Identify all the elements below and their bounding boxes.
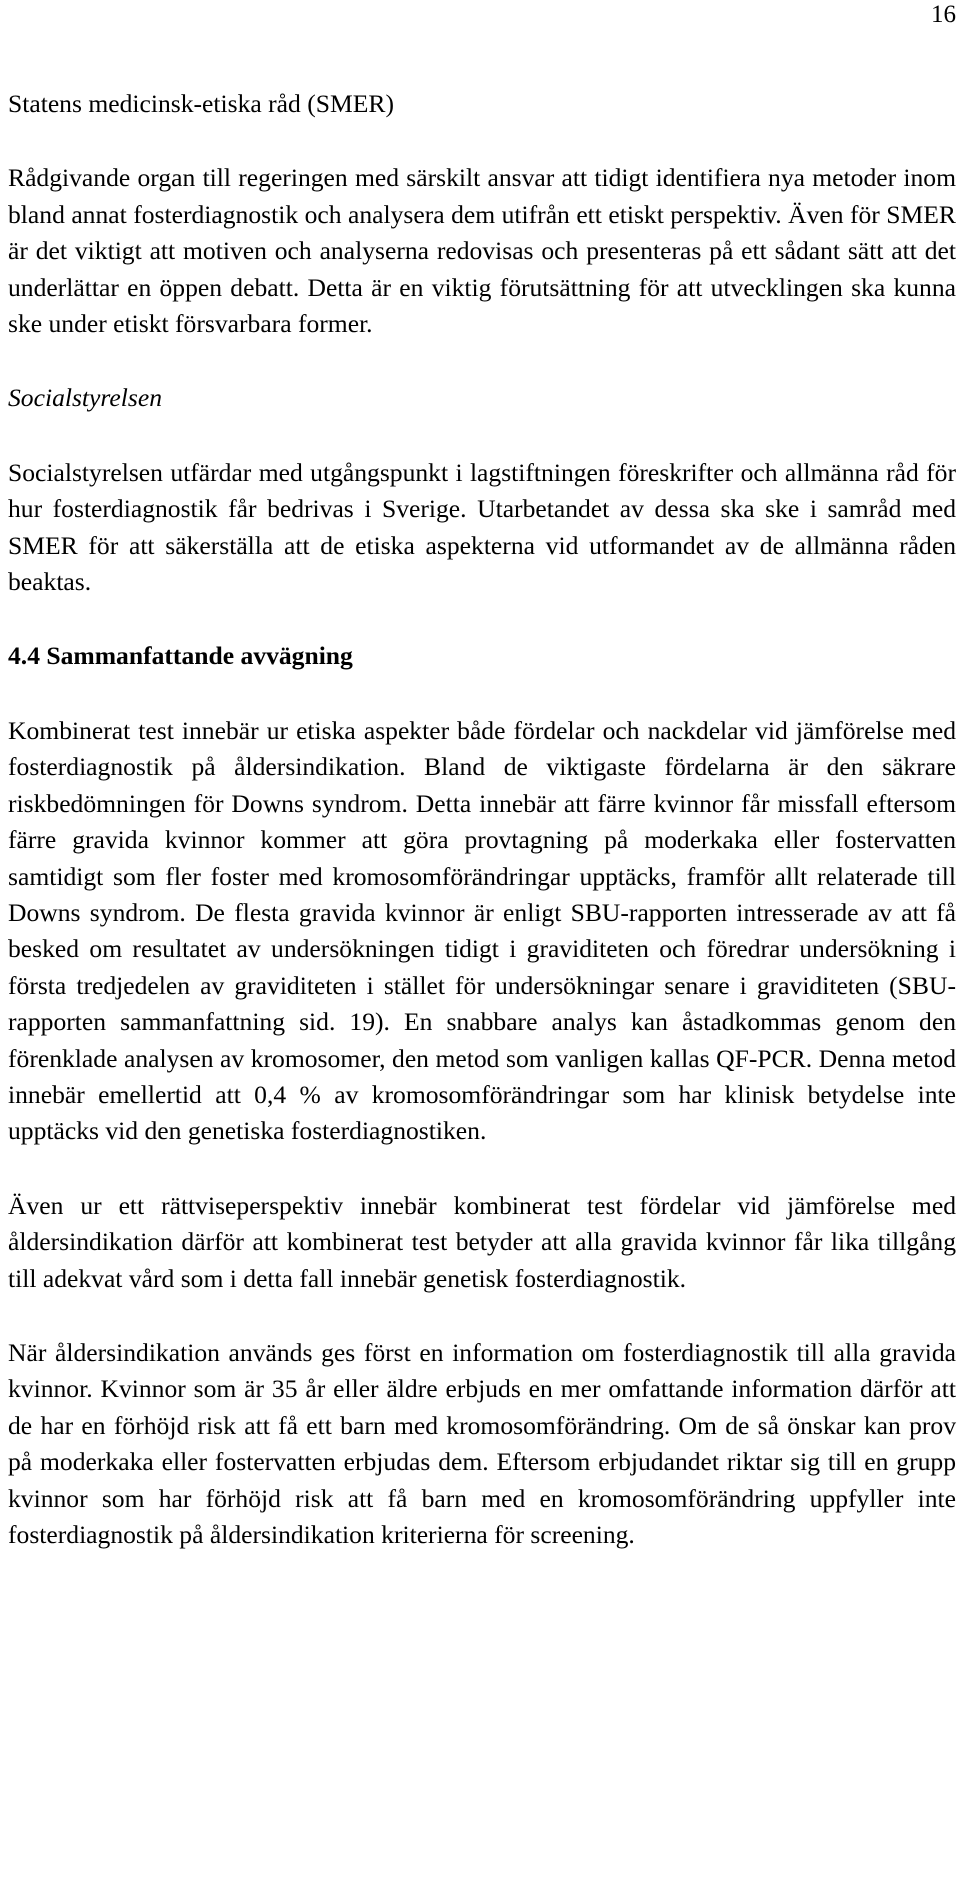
smer-paragraph: Rådgivande organ till regeringen med särskilt ansvar att tidigt identifiera nya metoder inom bland annat fosterdiagnostik och analysera dem utifrån ett etiskt perspektiv. Även för SMER är det viktigt att motiven och analyserna redovisas och presenteras på ett sådant sätt att det underlättar en öppen debatt. Detta är en viktig förutsättning för att utvecklingen ska kunna ske under etiskt försvarbara former. <box>8 163 956 339</box>
document-page <box>8 0 960 1878</box>
section-heading-4-4: 4.4 Sammanfattande avvägning <box>8 641 353 671</box>
page-number: 16 <box>931 1 956 28</box>
summary-paragraph-1: Kombinerat test innebär ur etiska aspekter både fördelar och nackdelar vid jämförelse med fosterdiagnostik på åldersindikation. Bland de viktigaste fördelarna är den säkrare riskbedömningen för Downs syndrom. Detta innebär att färre kvinnor får missfall eftersom färre gravida kvinnor kommer att göra provtagning på moderkaka eller fostervatten samtidigt som fler foster med kromosomförändringar upptäcks, framför allt relaterade till Downs syndrom. De flesta gravida kvinnor är enligt SBU-rapporten intresserade av att få besked om resultatet av undersökningen tidigt i graviditeten och föredrar undersökning i första tredjedelen av graviditeten i stället för undersökningar senare i graviditeten (SBU-rapporten sammanfattning sid. 19). En snabbare analys kan åstadkommas genom den förenklade analysen av kromosomer, den metod som vanligen kallas QF-PCR. Denna metod innebär emellertid att 0,4 % av kromosomförändringar som har klinisk betydelse inte upptäcks vid den genetiska fosterdiagnostiken. <box>8 715 956 1146</box>
smer-heading: Statens medicinsk-etiska råd (SMER) <box>8 89 394 118</box>
summary-paragraph-2: Även ur ett rättviseperspektiv innebär kombinerat test fördelar vid jämförelse med åldersindikation därför att kombinerat test betyder att alla gravida kvinnor får lika tillgång till adekvat vård som i detta fall innebär genetisk fosterdiagnostik. <box>8 1190 956 1293</box>
page-content <box>8 86 956 1553</box>
socialstyrelsen-heading: Socialstyrelsen <box>8 383 162 413</box>
socialstyrelsen-paragraph: Socialstyrelsen utfärdar med utgångspunkt i lagstiftningen föreskrifter och allmänna råd för hur fosterdiagnostik får bedrivas i Sverige. Utarbetandet av dessa ska ske i samråd med SMER för att säkerställa att de etiska aspekterna vid utformandet av de allmänna råden beaktas. <box>8 457 956 597</box>
summary-paragraph-3: När åldersindikation används ges först en information om fosterdiagnostik till alla gravida kvinnor. Kvinnor som är 35 år eller äldre erbjuds en mer omfattande information därför att de har en förhöjd risk att få ett barn med kromosomförändring. Om de så önskar kan prov på moderkaka eller fostervatten erbjudas dem. Eftersom erbjudandet riktar sig till en grupp kvinnor som har förhöjd risk att få barn med en kromosomförändring uppfyller inte fosterdiagnostik på åldersindikation kriterierna för screening. <box>8 1337 956 1549</box>
